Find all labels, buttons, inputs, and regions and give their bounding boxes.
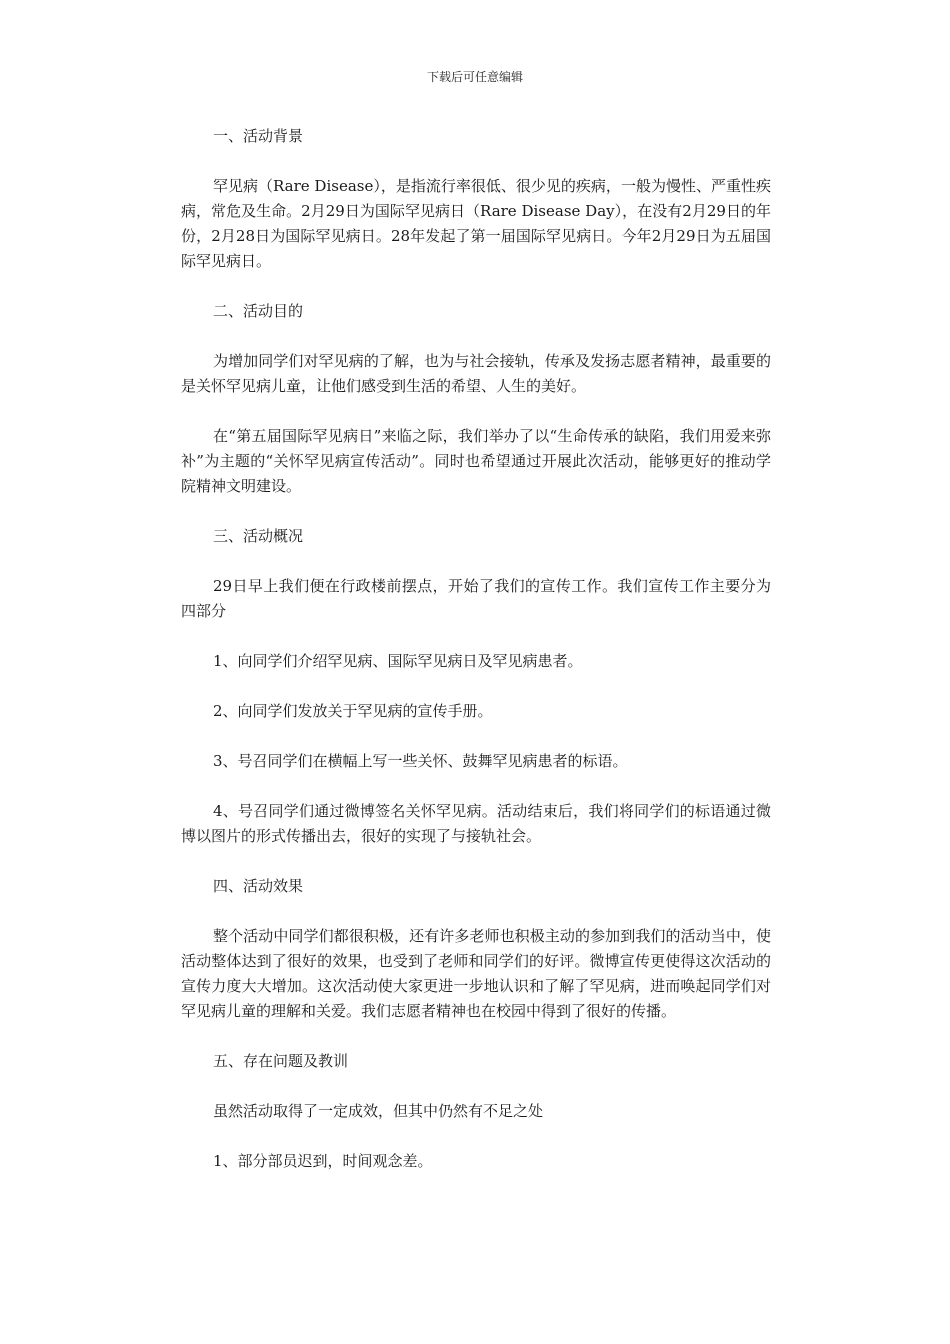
list-item: 2、向同学们发放关于罕见病的宣传手册。 — [213, 702, 493, 720]
section-heading: 四、活动效果 — [213, 877, 304, 895]
paragraph: 29日早上我们便在行政楼前摆点，开始了我们的宣传工作。我们宣传工作主要分为四部分 — [181, 577, 771, 620]
list-item: 1、向同学们介绍罕见病、国际罕见病日及罕见病患者。 — [213, 652, 583, 670]
paragraph: 在“第五届国际罕见病日”来临之际，我们举办了以“生命传承的缺陷，我们用爱来弥补”为主题的“关怀罕见病宣传活动”。同时也希望通过开展此次活动，能够更好的推动学院精神文明建设。 — [181, 427, 771, 495]
document-body — [181, 124, 771, 1199]
paragraph: 罕见病（Rare Disease），是指流行率很低、很少见的疾病，一般为慢性、严重性疾病，常危及生命。2月29日为国际罕见病日（Rare Disease Day），在没有2月29日的年份，2月28日为国际罕见病日。28年发起了第一届国际罕见病日。今年2月29日为五届国际罕见病日。 — [181, 177, 771, 270]
paragraph: 为增加同学们对罕见病的了解，也为与社会接轨，传承及发扬志愿者精神，最重要的是关怀罕见病儿童，让他们感受到生活的希望、人生的美好。 — [181, 352, 771, 395]
section-heading: 五、存在问题及教训 — [213, 1052, 349, 1070]
list-item: 1、部分部员迟到，时间观念差。 — [213, 1152, 433, 1170]
section-heading: 二、活动目的 — [213, 302, 304, 320]
paragraph: 虽然活动取得了一定成效，但其中仍然有不足之处 — [213, 1102, 544, 1120]
section-heading: 三、活动概况 — [213, 527, 304, 545]
paragraph: 整个活动中同学们都很积极，还有许多老师也积极主动的参加到我们的活动当中，使活动整体达到了很好的效果，也受到了老师和同学们的好评。微博宣传更使得这次活动的宣传力度大大增加。这次活动使大家更进一步地认识和了解了罕见病，进而唤起同学们对罕见病儿童的理解和关爱。我们志愿者精神也在校园中得到了很好的传播。 — [181, 927, 771, 1020]
list-item: 4、号召同学们通过微博签名关怀罕见病。活动结束后，我们将同学们的标语通过微博以图片的形式传播出去，很好的实现了与接轨社会。 — [181, 802, 771, 845]
section-heading: 一、活动背景 — [213, 127, 304, 145]
list-item: 3、号召同学们在横幅上写一些关怀、鼓舞罕见病患者的标语。 — [213, 752, 628, 770]
page-header: 下载后可任意编辑 — [426, 70, 523, 84]
